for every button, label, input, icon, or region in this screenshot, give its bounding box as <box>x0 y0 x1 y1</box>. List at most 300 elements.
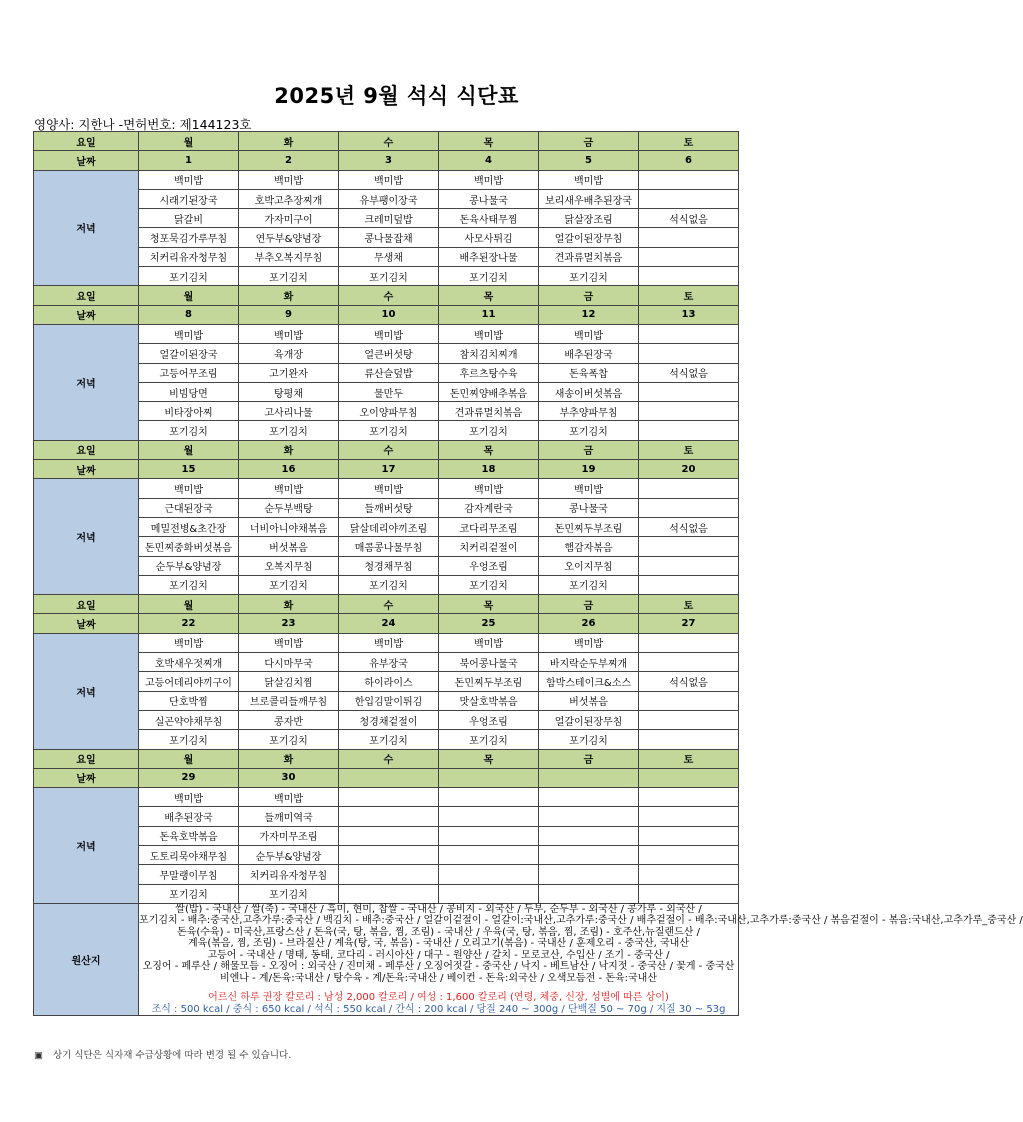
date-row <box>34 305 739 324</box>
menu-item: 청경채무침 <box>339 556 439 575</box>
weekday-cell: 토 <box>639 440 739 459</box>
menu-item: 연두부&양념장 <box>239 228 339 247</box>
menu-item: 백미밥 <box>539 324 639 343</box>
menu-row <box>34 363 739 382</box>
date-cell: 18 <box>439 460 539 479</box>
menu-row <box>34 845 739 864</box>
menu-item: 물만두 <box>339 382 439 401</box>
menu-item <box>639 189 739 208</box>
menu-item: 류산슬덮밥 <box>339 363 439 382</box>
menu-item: 포기김치 <box>239 575 339 594</box>
weekday-cell: 화 <box>239 132 339 151</box>
date-cell <box>339 768 439 787</box>
menu-item: 고등어무조림 <box>139 363 239 382</box>
menu-item: 배추된장나물 <box>439 247 539 266</box>
menu-item <box>339 807 439 826</box>
date-cell <box>639 768 739 787</box>
menu-item <box>439 884 539 903</box>
menu-item: 포기김치 <box>539 267 639 286</box>
menu-item: 콩나물잡채 <box>339 228 439 247</box>
date-cell: 5 <box>539 151 639 170</box>
date-label: 날짜 <box>34 151 139 170</box>
weekday-cell: 금 <box>539 749 639 768</box>
menu-row <box>34 788 739 807</box>
date-label: 날짜 <box>34 460 139 479</box>
menu-item: 포기김치 <box>339 421 439 440</box>
menu-row <box>34 170 739 189</box>
weekday-label: 요일 <box>34 749 139 768</box>
weekday-cell: 화 <box>239 595 339 614</box>
weekday-cell: 목 <box>439 595 539 614</box>
menu-row <box>34 247 739 266</box>
weekday-cell: 화 <box>239 440 339 459</box>
menu-item <box>639 788 739 807</box>
menu-item: 사모사튀김 <box>439 228 539 247</box>
menu-item: 포기김치 <box>439 267 539 286</box>
weekday-header-row <box>34 440 739 459</box>
date-cell: 11 <box>439 305 539 324</box>
weekday-cell: 수 <box>339 132 439 151</box>
menu-item: 함박스테이크&소스 <box>539 672 639 691</box>
menu-item: 얼갈이된장무침 <box>539 710 639 729</box>
menu-item: 백미밥 <box>539 479 639 498</box>
menu-item: 비타장아찌 <box>139 402 239 421</box>
origin-row <box>34 903 739 1016</box>
weekday-cell: 목 <box>439 286 539 305</box>
menu-item: 얼갈이된장국 <box>139 344 239 363</box>
menu-row <box>34 826 739 845</box>
menu-item: 버섯볶음 <box>239 537 339 556</box>
menu-item: 포기김치 <box>239 267 339 286</box>
menu-item: 백미밥 <box>439 479 539 498</box>
menu-row <box>34 691 739 710</box>
origin-line: 쌀(밥) - 국내산 / 쌀(죽) - 국내산 / 흑미, 현미, 찹쌀 - 국내산 / 콩비지 - 외국산 / 두부, 순두부 - 외국산 / 콩가루 - 외국산 / <box>175 903 702 915</box>
weekday-label: 요일 <box>34 132 139 151</box>
date-cell: 13 <box>639 305 739 324</box>
date-cell: 22 <box>139 614 239 633</box>
menu-item: 가자미구이 <box>239 209 339 228</box>
menu-item: 비빔당면 <box>139 382 239 401</box>
menu-item: 백미밥 <box>239 324 339 343</box>
menu-row <box>34 556 739 575</box>
weekday-cell: 토 <box>639 595 739 614</box>
menu-item <box>539 807 639 826</box>
menu-item: 포기김치 <box>539 421 639 440</box>
menu-item: 가자미무조림 <box>239 826 339 845</box>
menu-item <box>639 633 739 652</box>
menu-item <box>639 710 739 729</box>
menu-item: 매콤콩나물무침 <box>339 537 439 556</box>
menu-item: 호박고추장찌개 <box>239 189 339 208</box>
menu-item: 너비아니야채볶음 <box>239 517 339 536</box>
menu-item: 브로콜리들깨무침 <box>239 691 339 710</box>
menu-item: 백미밥 <box>239 170 339 189</box>
menu-item <box>539 884 639 903</box>
menu-item: 코다리무조림 <box>439 517 539 536</box>
menu-item: 후르츠탕수육 <box>439 363 539 382</box>
date-label: 날짜 <box>34 614 139 633</box>
menu-item: 근대된장국 <box>139 498 239 517</box>
menu-item: 포기김치 <box>139 575 239 594</box>
origin-line: 계육(볶음, 찜, 조림) - 브라질산 / 계육(탕, 국, 볶음) - 국내산 / 오리고기(볶음) - 국내산 / 훈제오리 - 중국산, 국내산 <box>188 938 689 950</box>
menu-item: 백미밥 <box>239 479 339 498</box>
menu-item <box>339 865 439 884</box>
menu-item <box>339 845 439 864</box>
weekday-cell: 토 <box>639 749 739 768</box>
menu-item: 백미밥 <box>239 633 339 652</box>
menu-item <box>539 788 639 807</box>
menu-item: 한입김말이튀김 <box>339 691 439 710</box>
menu-row <box>34 672 739 691</box>
menu-row <box>34 479 739 498</box>
menu-item: 육개장 <box>239 344 339 363</box>
date-cell: 17 <box>339 460 439 479</box>
menu-item <box>439 807 539 826</box>
menu-item: 메밀전병&초간장 <box>139 517 239 536</box>
menu-item: 고사리나물 <box>239 402 339 421</box>
weekday-cell: 금 <box>539 286 639 305</box>
date-cell: 16 <box>239 460 339 479</box>
origin-label: 원산지 <box>34 903 139 1016</box>
menu-item <box>439 788 539 807</box>
menu-item: 시래기된장국 <box>139 189 239 208</box>
menu-item <box>439 865 539 884</box>
menu-item <box>639 865 739 884</box>
weekday-cell: 수 <box>339 286 439 305</box>
date-cell: 10 <box>339 305 439 324</box>
menu-item: 백미밥 <box>539 170 639 189</box>
menu-item: 포기김치 <box>139 421 239 440</box>
weekday-header-row <box>34 286 739 305</box>
menu-item: 석식없음 <box>639 672 739 691</box>
menu-row <box>34 865 739 884</box>
weekday-cell: 토 <box>639 286 739 305</box>
meal-plan-body <box>34 132 739 904</box>
menu-item: 돈육호박볶음 <box>139 826 239 845</box>
weekday-cell: 수 <box>339 595 439 614</box>
menu-item: 백미밥 <box>239 788 339 807</box>
menu-item: 포기김치 <box>139 884 239 903</box>
menu-item: 백미밥 <box>339 479 439 498</box>
weekday-label: 요일 <box>34 595 139 614</box>
menu-row <box>34 633 739 652</box>
menu-item: 콩자반 <box>239 710 339 729</box>
menu-row <box>34 498 739 517</box>
menu-item: 포기김치 <box>339 730 439 749</box>
menu-item: 백미밥 <box>439 633 539 652</box>
menu-item: 견과류멸치볶음 <box>439 402 539 421</box>
menu-item: 유부팽이장국 <box>339 189 439 208</box>
menu-item: 백미밥 <box>139 324 239 343</box>
weekday-cell: 금 <box>539 595 639 614</box>
menu-item: 치커리유자청무침 <box>139 247 239 266</box>
date-cell: 3 <box>339 151 439 170</box>
menu-item: 우엉조림 <box>439 710 539 729</box>
menu-item: 참치김치찌개 <box>439 344 539 363</box>
menu-item: 돈민찌양배추볶음 <box>439 382 539 401</box>
menu-item: 치커리겉절이 <box>439 537 539 556</box>
weekday-cell: 수 <box>339 749 439 768</box>
date-cell: 19 <box>539 460 639 479</box>
date-cell: 6 <box>639 151 739 170</box>
menu-item: 석식없음 <box>639 517 739 536</box>
menu-item <box>639 170 739 189</box>
menu-row <box>34 517 739 536</box>
origin-line: 비엔나 - 계/돈육:국내산 / 탕수육 - 계/돈육:국내산 / 베이컨 - 돈육:외국산 / 오색모듬전 - 돈육:국내산 <box>219 972 658 984</box>
menu-item: 포기김치 <box>439 730 539 749</box>
nutrient-note: 조식 : 500 kcal / 중식 : 650 kcal / 석식 : 550 kcal / 간식 : 200 kcal / 당질 240 ~ 300g / 단백질 50 ~ 70g / 지질 30 ~ 53g <box>151 1003 726 1015</box>
weekday-cell: 목 <box>439 132 539 151</box>
weekday-header-row <box>34 132 739 151</box>
menu-item: 포기김치 <box>239 730 339 749</box>
date-cell: 8 <box>139 305 239 324</box>
menu-item <box>639 884 739 903</box>
menu-item <box>639 479 739 498</box>
menu-item: 돈민찌두부조림 <box>539 517 639 536</box>
weekday-cell: 화 <box>239 286 339 305</box>
menu-item: 감자계란국 <box>439 498 539 517</box>
menu-item: 바지락순두부찌개 <box>539 653 639 672</box>
menu-item: 무생채 <box>339 247 439 266</box>
menu-item: 단호박찜 <box>139 691 239 710</box>
menu-item <box>639 691 739 710</box>
menu-item: 치커리유자청무침 <box>239 865 339 884</box>
menu-item <box>639 382 739 401</box>
menu-row <box>34 267 739 286</box>
menu-row <box>34 324 739 343</box>
menu-item <box>439 826 539 845</box>
menu-row <box>34 884 739 903</box>
menu-item: 포기김치 <box>239 884 339 903</box>
menu-item: 탕평채 <box>239 382 339 401</box>
menu-item <box>639 402 739 421</box>
menu-item <box>539 845 639 864</box>
origin-line: 고등어 - 국내산 / 명태, 동태, 코다리 - 러시아산 / 대구 - 원양산 / 갈치 - 모로코산, 수입산 / 조기 - 중국산 / <box>207 949 670 961</box>
menu-item: 백미밥 <box>539 633 639 652</box>
dinner-label: 저녁 <box>34 479 139 595</box>
menu-item: 오이양파무침 <box>339 402 439 421</box>
menu-item: 백미밥 <box>339 170 439 189</box>
menu-item <box>639 537 739 556</box>
origin-line: 오징어 - 페루산 / 해물모듬 - 오징어 : 외국산 / 진미채 - 페루산 / 오징어젓갈 - 중국산 / 낙지 - 베트남산 / 낙지젓 - 중국산 / 꽃게 - 중국산 <box>142 961 735 973</box>
weekday-cell: 월 <box>139 132 239 151</box>
date-cell: 29 <box>139 768 239 787</box>
date-cell <box>439 768 539 787</box>
menu-row <box>34 710 739 729</box>
date-cell: 9 <box>239 305 339 324</box>
menu-row <box>34 189 739 208</box>
date-cell: 1 <box>139 151 239 170</box>
dinner-label: 저녁 <box>34 170 139 286</box>
menu-item: 순두부백탕 <box>239 498 339 517</box>
menu-item: 고등어데리야끼구이 <box>139 672 239 691</box>
origin-line: 포기김치 - 배추:중국산,고추가루:중국산 / 백김치 - 배추:중국산 / 얼갈이겉절이 - 얼갈이:국내산,고추가루:중국산 / 배추겉절이 - 배추:국내산,고추가루:중국산 / 볶음겉절이 - 볶음:국내산,고추가루_중국산 / <box>139 915 1023 927</box>
menu-item <box>639 556 739 575</box>
weekday-cell: 월 <box>139 749 239 768</box>
menu-item: 순두부&양념장 <box>239 845 339 864</box>
date-cell <box>539 768 639 787</box>
date-label: 날짜 <box>34 768 139 787</box>
menu-item <box>539 865 639 884</box>
menu-item: 돈육사태무찜 <box>439 209 539 228</box>
date-cell: 26 <box>539 614 639 633</box>
menu-item: 버섯볶음 <box>539 691 639 710</box>
weekday-cell: 월 <box>139 595 239 614</box>
date-cell: 15 <box>139 460 239 479</box>
date-cell: 30 <box>239 768 339 787</box>
menu-item: 하이라이스 <box>339 672 439 691</box>
menu-item: 부추양파무침 <box>539 402 639 421</box>
date-cell: 27 <box>639 614 739 633</box>
date-cell: 2 <box>239 151 339 170</box>
menu-item: 맛살호박볶음 <box>439 691 539 710</box>
menu-item <box>539 826 639 845</box>
dinner-label: 저녁 <box>34 788 139 904</box>
date-cell: 23 <box>239 614 339 633</box>
menu-item: 배추된장국 <box>139 807 239 826</box>
date-row <box>34 460 739 479</box>
date-row <box>34 151 739 170</box>
menu-item: 돈민찌중화버섯볶음 <box>139 537 239 556</box>
footnote-text: 상기 식단은 식자재 수급상황에 따라 변경 될 수 있습니다. <box>52 1050 292 1061</box>
menu-item: 석식없음 <box>639 209 739 228</box>
menu-item: 우엉조림 <box>439 556 539 575</box>
menu-item: 포기김치 <box>239 421 339 440</box>
menu-item: 석식없음 <box>639 363 739 382</box>
menu-row <box>34 575 739 594</box>
date-label: 날짜 <box>34 305 139 324</box>
footnote <box>34 1047 291 1061</box>
dinner-label: 저녁 <box>34 633 139 749</box>
date-cell: 4 <box>439 151 539 170</box>
menu-item <box>639 421 739 440</box>
menu-row <box>34 402 739 421</box>
calorie-note: 어르신 하루 권장 칼로리 : 남성 2,000 칼로리 / 여성 : 1,600 칼로리 (연령, 체중, 신장, 성별에 따른 상이) <box>208 992 669 1004</box>
menu-row <box>34 653 739 672</box>
menu-item: 포기김치 <box>439 421 539 440</box>
menu-item: 오이지무침 <box>539 556 639 575</box>
menu-item: 견과류멸치볶음 <box>539 247 639 266</box>
menu-item: 포기김치 <box>539 730 639 749</box>
menu-item: 유부장국 <box>339 653 439 672</box>
date-cell: 12 <box>539 305 639 324</box>
weekday-cell: 목 <box>439 749 539 768</box>
weekday-cell: 목 <box>439 440 539 459</box>
menu-item: 새송이버섯볶음 <box>539 382 639 401</box>
menu-item: 햄감자볶음 <box>539 537 639 556</box>
menu-item <box>639 826 739 845</box>
menu-row <box>34 382 739 401</box>
meal-plan-table <box>33 131 1023 1016</box>
nutritionist-info: 영양사: 지한나 -면허번호: 제144123호 <box>34 117 252 132</box>
menu-row <box>34 209 739 228</box>
weekday-cell: 수 <box>339 440 439 459</box>
page-title: 2025년 9월 석식 식단표 <box>274 84 519 108</box>
date-cell: 24 <box>339 614 439 633</box>
menu-item <box>639 344 739 363</box>
weekday-cell: 월 <box>139 286 239 305</box>
menu-item <box>339 788 439 807</box>
menu-row <box>34 730 739 749</box>
menu-item: 얼갈이된장무침 <box>539 228 639 247</box>
menu-item: 청경채겉절이 <box>339 710 439 729</box>
date-row <box>34 768 739 787</box>
menu-item: 고기완자 <box>239 363 339 382</box>
weekday-cell: 화 <box>239 749 339 768</box>
menu-item: 백미밥 <box>339 633 439 652</box>
menu-item: 오복지무침 <box>239 556 339 575</box>
menu-item: 포기김치 <box>139 730 239 749</box>
menu-item <box>639 267 739 286</box>
date-row <box>34 614 739 633</box>
menu-item <box>639 845 739 864</box>
menu-item <box>639 575 739 594</box>
menu-item: 백미밥 <box>439 324 539 343</box>
weekday-label: 요일 <box>34 440 139 459</box>
menu-item: 부추오복지무침 <box>239 247 339 266</box>
weekday-cell: 금 <box>539 132 639 151</box>
menu-row <box>34 344 739 363</box>
weekday-cell: 토 <box>639 132 739 151</box>
menu-item: 백미밥 <box>339 324 439 343</box>
menu-item <box>639 807 739 826</box>
menu-item: 배추된장국 <box>539 344 639 363</box>
menu-item: 돈육폭찹 <box>539 363 639 382</box>
menu-item <box>339 826 439 845</box>
menu-item: 백미밥 <box>139 633 239 652</box>
menu-item: 청포묵김가루무침 <box>139 228 239 247</box>
origin-section <box>34 903 1023 1016</box>
menu-item: 포기김치 <box>339 267 439 286</box>
menu-item <box>639 498 739 517</box>
menu-item: 들깨미역국 <box>239 807 339 826</box>
menu-row <box>34 537 739 556</box>
menu-item: 실곤약야채무침 <box>139 710 239 729</box>
menu-item <box>639 228 739 247</box>
menu-row <box>34 807 739 826</box>
dinner-label: 저녁 <box>34 324 139 440</box>
menu-item: 들깨버섯탕 <box>339 498 439 517</box>
menu-item: 닭살장조림 <box>539 209 639 228</box>
menu-item: 포기김치 <box>139 267 239 286</box>
menu-item: 북어콩나물국 <box>439 653 539 672</box>
menu-item: 백미밥 <box>439 170 539 189</box>
menu-item <box>439 845 539 864</box>
menu-item: 백미밥 <box>139 170 239 189</box>
menu-item <box>639 653 739 672</box>
weekday-label: 요일 <box>34 286 139 305</box>
menu-item: 포기김치 <box>539 575 639 594</box>
weekday-cell: 월 <box>139 440 239 459</box>
menu-item: 포기김치 <box>339 575 439 594</box>
menu-item: 얼큰버섯탕 <box>339 344 439 363</box>
weekday-header-row <box>34 749 739 768</box>
menu-item: 다시마무국 <box>239 653 339 672</box>
menu-item: 무말랭이무침 <box>139 865 239 884</box>
menu-item: 포기김치 <box>439 575 539 594</box>
menu-item: 닭살김치찜 <box>239 672 339 691</box>
menu-item: 콩나물국 <box>539 498 639 517</box>
menu-item: 호박새우젓찌개 <box>139 653 239 672</box>
menu-item: 크레미덮밥 <box>339 209 439 228</box>
square-bullet-icon: ▣ <box>34 1050 43 1061</box>
menu-item: 백미밥 <box>139 788 239 807</box>
menu-item: 닭갈비 <box>139 209 239 228</box>
weekday-header-row <box>34 595 739 614</box>
menu-item: 콩나물국 <box>439 189 539 208</box>
origin-content <box>139 903 1023 1016</box>
menu-item <box>639 247 739 266</box>
